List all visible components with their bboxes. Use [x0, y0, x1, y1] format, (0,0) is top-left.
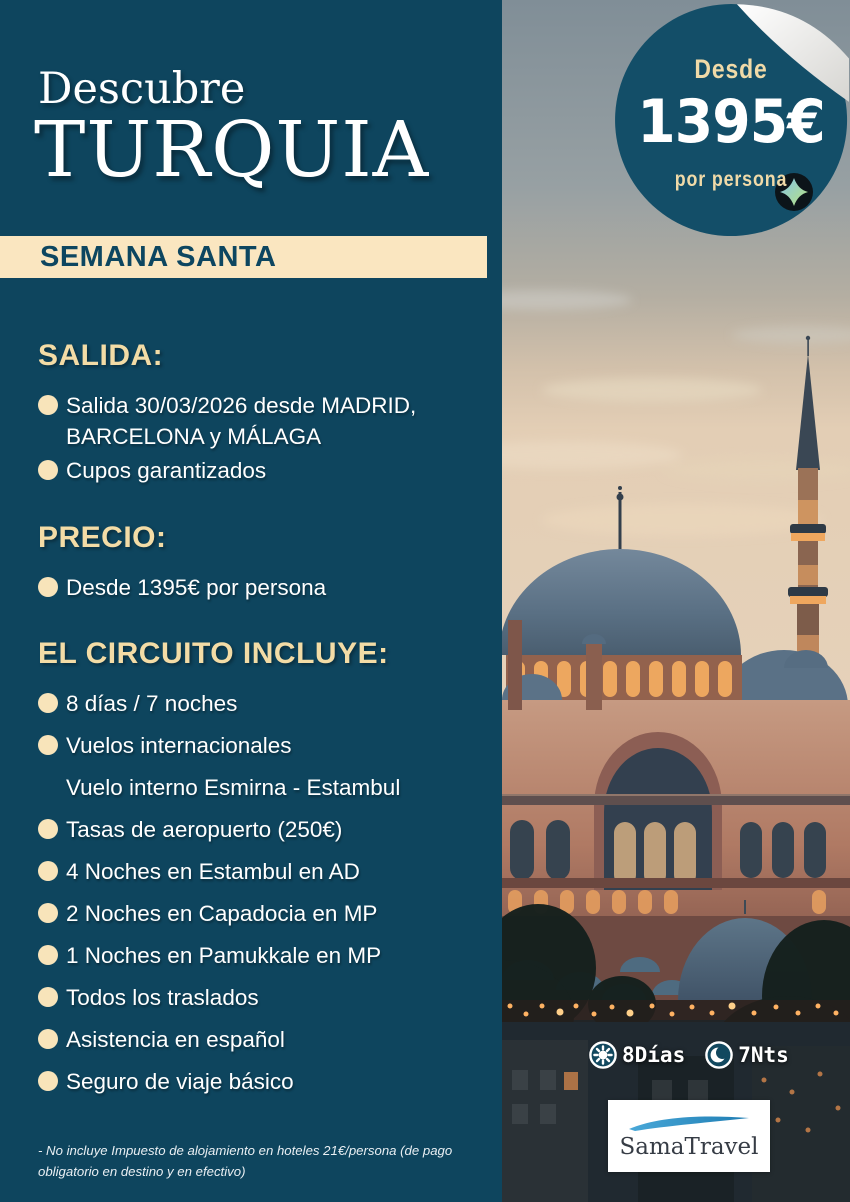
list-item-text: 4 Noches en Estambul en AD: [66, 859, 360, 884]
moon-icon: [705, 1041, 733, 1069]
semana-santa-banner: [0, 236, 487, 278]
days-label: 8Días: [622, 1043, 686, 1067]
list-item-text: 8 días / 7 noches: [66, 691, 238, 716]
list-item: [38, 772, 468, 803]
days-stat: [589, 1041, 685, 1069]
badge-suffix: por persona: [674, 168, 788, 191]
list-item-text: Asistencia en español: [66, 1027, 285, 1052]
section-salida: [38, 338, 468, 489]
list-item: [38, 455, 468, 486]
disclaimer-text: - No incluye Impuesto de alojamiento en hoteles 21€/persona (de pago obligatorio en destino y en efectivo): [38, 1143, 453, 1179]
badge-prefix: Desde: [694, 54, 768, 84]
list-item: [38, 898, 468, 929]
nights-stat: [705, 1041, 789, 1069]
precio-list: [38, 572, 468, 603]
sun-icon: [589, 1041, 617, 1069]
list-item-text: 1 Noches en Pamukkale en MP: [66, 943, 382, 968]
price-badge: [613, 2, 849, 238]
list-item-text: Desde 1395€ por persona: [66, 575, 327, 600]
bullet-icon: [38, 945, 58, 965]
list-item: [38, 856, 468, 887]
swoosh-icon: [625, 1113, 753, 1133]
list-item-text: Vuelo interno Esmirna - Estambul: [66, 775, 401, 800]
nights-label: 7Nts: [738, 1043, 789, 1067]
list-item-text: Todos los traslados: [66, 985, 259, 1010]
list-item: [38, 814, 468, 845]
bullet-icon: [38, 903, 58, 923]
poster-title: TURQUIA: [34, 106, 430, 195]
list-item: [38, 982, 468, 1013]
bullet-icon: [38, 1071, 58, 1091]
list-item-text: 2 Noches en Capadocia en MP: [66, 901, 378, 926]
precio-heading: PRECIO:: [38, 521, 167, 554]
bullet-icon: [38, 735, 58, 755]
list-item-text: Seguro de viaje básico: [66, 1069, 294, 1094]
list-item-text: Vuelos internacionales: [66, 733, 292, 758]
agency-logo-box: [608, 1100, 770, 1172]
list-item-text: Salida 30/03/2026 desde MADRID, BARCELONA y MÁLAGA: [66, 393, 417, 449]
list-item: [38, 730, 468, 761]
list-item: [38, 1024, 468, 1055]
circuito-heading: EL CIRCUITO INCLUYE:: [38, 637, 389, 670]
list-item: [38, 688, 468, 719]
bullet-icon: [38, 693, 58, 713]
bullet-icon: [38, 861, 58, 881]
list-item: [38, 572, 468, 603]
section-precio: [38, 520, 468, 603]
poster-subtitle: Descubre: [38, 64, 246, 114]
circuito-list: [38, 688, 468, 1097]
bullet-icon: [38, 577, 58, 597]
salida-heading: SALIDA:: [38, 339, 164, 372]
banner-label: SEMANA SANTA: [40, 240, 277, 273]
list-item: [38, 940, 468, 971]
list-item: [38, 390, 468, 452]
bullet-icon: [38, 987, 58, 1007]
agency-name: SamaTravel: [619, 1133, 759, 1160]
salida-list: [38, 390, 468, 486]
bullet-icon: [38, 819, 58, 839]
bullet-icon: [38, 460, 58, 480]
badge-price: 1395€: [637, 87, 825, 157]
list-item-text: Tasas de aeropuerto (250€): [66, 817, 343, 842]
bullet-icon: [38, 395, 58, 415]
section-circuito: [38, 636, 468, 1108]
list-item-text: Cupos garantizados: [66, 458, 267, 483]
duration-stats: [589, 1041, 789, 1069]
bullet-icon: [38, 1029, 58, 1049]
list-item: [38, 1066, 468, 1097]
